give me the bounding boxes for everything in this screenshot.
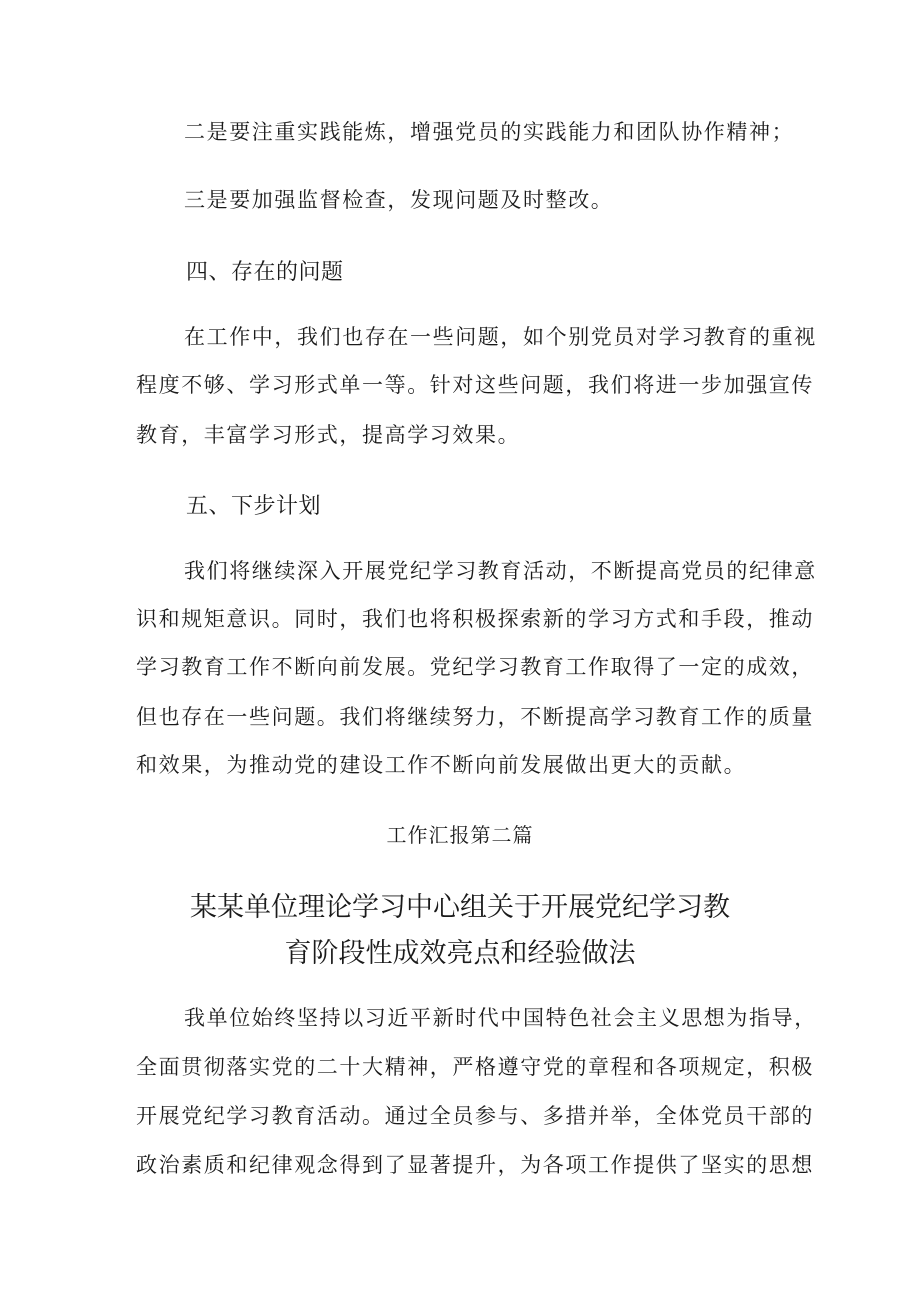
paragraph-line: 在工作中，我们也存在一些问题，如个别党员对学习教育的重视 xyxy=(184,325,817,349)
document-title-line1: 某某单位理论学习中心组关于开展党纪学习教 xyxy=(190,892,730,923)
paragraph-line: 我们将继续深入开展党纪学习教育活动，不断提高党员的纪律意 xyxy=(184,559,817,583)
paragraph-line: 程度不够、学习形式单一等。针对这些问题，我们将进一步加强宣传 xyxy=(136,373,814,397)
paragraph-line: 二是要注重实践能炼，增强党员的实践能力和团队协作精神； xyxy=(184,120,795,144)
section-heading-next-plan: 五、下步计划 xyxy=(186,494,322,519)
paragraph-line: 我单位始终坚持以习近平新时代中国特色社会主义思想为指导， xyxy=(184,1006,817,1030)
paragraph-line: 但也存在一些问题。我们将继续努力，不断提高学习教育工作的质量 xyxy=(136,705,814,729)
paragraph-line: 三是要加强监督检查，发现问题及时整改。 xyxy=(184,188,614,212)
paragraph-line: 和效果，为推动党的建设工作不断向前发展做出更大的贡献。 xyxy=(136,753,747,777)
part-subtitle: 工作汇报第二篇 xyxy=(386,823,534,847)
paragraph-line: 学习教育工作不断向前发展。党纪学习教育工作取得了一定的成效， xyxy=(136,655,814,679)
paragraph-line: 政治素质和纪律观念得到了显著提升，为各项工作提供了坚实的思想 xyxy=(136,1153,814,1177)
section-heading-problems: 四、存在的问题 xyxy=(186,260,344,285)
paragraph-line: 开展党纪学习教育活动。通过全员参与、多措并举，全体党员干部的 xyxy=(136,1104,814,1128)
document-title-line2: 育阶段性成效亮点和经验做法 xyxy=(284,938,636,969)
paragraph-line: 全面贯彻落实党的二十大精神，严格遵守党的章程和各项规定，积极 xyxy=(136,1055,814,1079)
paragraph-line: 教育，丰富学习形式，提高学习效果。 xyxy=(136,423,521,447)
paragraph-line: 识和规矩意识。同时，我们也将积极探索新的学习方式和手段，推动 xyxy=(136,607,814,631)
